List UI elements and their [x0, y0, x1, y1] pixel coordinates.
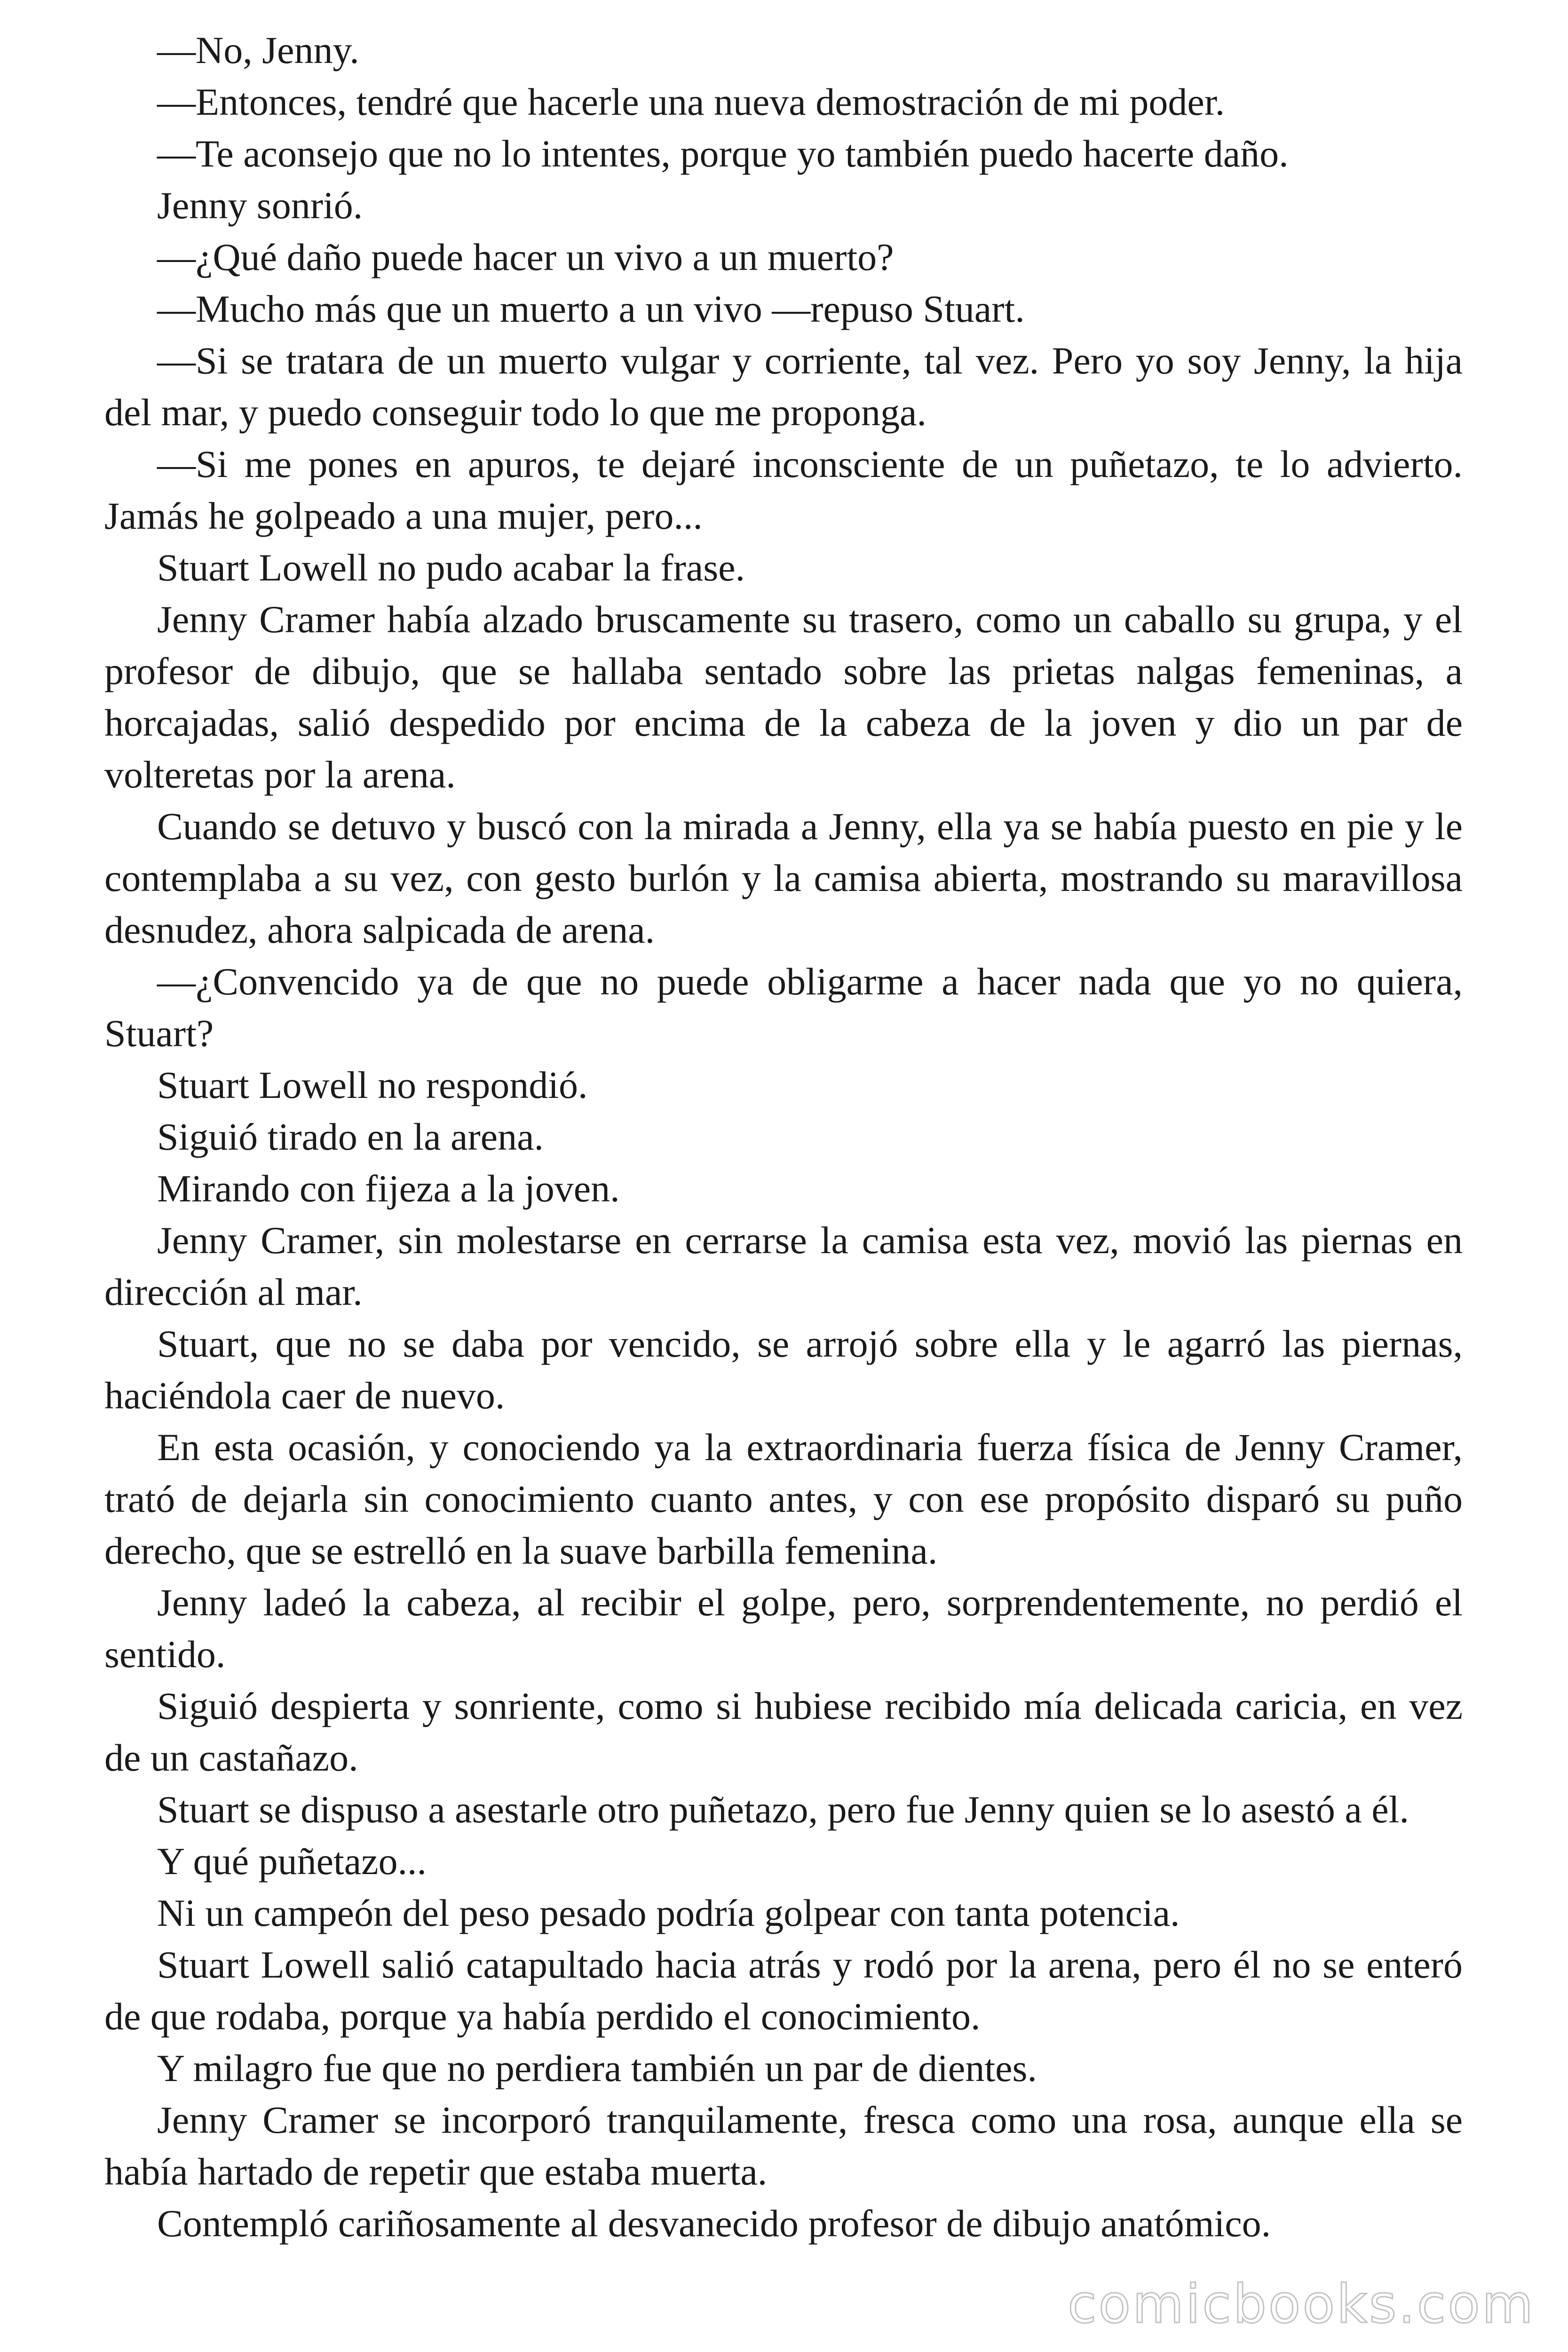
watermark: comicbooks.com — [1067, 2274, 1535, 2335]
paragraph: Jenny Cramer se incorporó tranquilamente, fresca como una rosa, aunque ella se había hartado de repetir que estaba muerta. — [104, 2098, 1463, 2193]
paragraph: Ni un campeón del peso pesado podría golpear con tanta potencia. — [157, 1891, 1180, 1934]
paragraph: Contempló cariñosamente al desvanecido profesor de dibujo anatómico. — [157, 2202, 1271, 2245]
body-text — [104, 24, 1463, 2249]
paragraph: —Si se tratara de un muerto vulgar y corriente, tal vez. Pero yo soy Jenny, la hija del mar, y puedo conseguir todo lo que me proponga. — [104, 339, 1463, 434]
paragraph: Jenny sonrió. — [157, 184, 363, 227]
paragraph: —¿Convencido ya de que no puede obligarme a hacer nada que yo no quiera, Stuart? — [104, 960, 1463, 1055]
paragraph: —Entonces, tendré que hacerle una nueva demostración de mi poder. — [157, 80, 1225, 123]
paragraph: —Si me pones en apuros, te dejaré inconsciente de un puñetazo, te lo advierto. Jamás he golpeado a una mujer, pero... — [104, 443, 1463, 537]
paragraph: Stuart, que no se daba por vencido, se arrojó sobre ella y le agarró las piernas, haciéndola caer de nuevo. — [104, 1322, 1463, 1417]
paragraph: —¿Qué daño puede hacer un vivo a un muerto? — [157, 236, 894, 278]
paragraph: Stuart Lowell no pudo acabar la frase. — [157, 546, 745, 589]
paragraph: Siguió despierta y sonriente, como si hubiese recibido mía delicada caricia, en vez de un castañazo. — [104, 1685, 1463, 1779]
paragraph: Jenny Cramer había alzado bruscamente su trasero, como un caballo su grupa, y el profesor de dibujo, que se hallaba sentado sobre las prietas nalgas femeninas, a horcajadas, salió despedido por encima de la cabeza de la joven y dio un par de volteretas por la arena. — [104, 598, 1463, 796]
paragraph: Jenny Cramer, sin molestarse en cerrarse la camisa esta vez, movió las piernas en dirección al mar. — [104, 1219, 1463, 1313]
paragraph: Stuart Lowell no respondió. — [157, 1064, 588, 1106]
paragraph: Stuart Lowell salió catapultado hacia atrás y rodó por la arena, pero él no se enteró de que rodaba, porque ya había perdido el conocimiento. — [104, 1943, 1463, 2038]
paragraph: Y milagro fue que no perdiera también un par de dientes. — [157, 2047, 1037, 2090]
paragraph: Stuart se dispuso a asestarle otro puñetazo, pero fue Jenny quien se lo asestó a él. — [157, 1788, 1409, 1831]
paragraph: —Te aconsejo que no lo intentes, porque yo también puedo hacerte daño. — [157, 132, 1289, 175]
paragraph: En esta ocasión, y conociendo ya la extraordinaria fuerza física de Jenny Cramer, trató de dejarla sin conocimiento cuanto antes, y con ese propósito disparó su puño derecho, que se estrelló en la suave barbilla femenina. — [104, 1426, 1463, 1572]
paragraph: —No, Jenny. — [157, 29, 359, 72]
paragraph: —Mucho más que un muerto a un vivo —repuso Stuart. — [157, 287, 1025, 330]
paragraph: Siguió tirado en la arena. — [157, 1115, 544, 1158]
paragraph: Cuando se detuvo y buscó con la mirada a Jenny, ella ya se había puesto en pie y le contemplaba a su vez, con gesto burlón y la camisa abierta, mostrando su maravillosa desnudez, ahora salpicada de arena. — [104, 805, 1463, 951]
paragraph: Y qué puñetazo... — [157, 1840, 427, 1883]
paragraph: Mirando con fijeza a la joven. — [157, 1167, 620, 1210]
paragraph: Jenny ladeó la cabeza, al recibir el golpe, pero, sorprendentemente, no perdió el sentido. — [104, 1581, 1463, 1676]
